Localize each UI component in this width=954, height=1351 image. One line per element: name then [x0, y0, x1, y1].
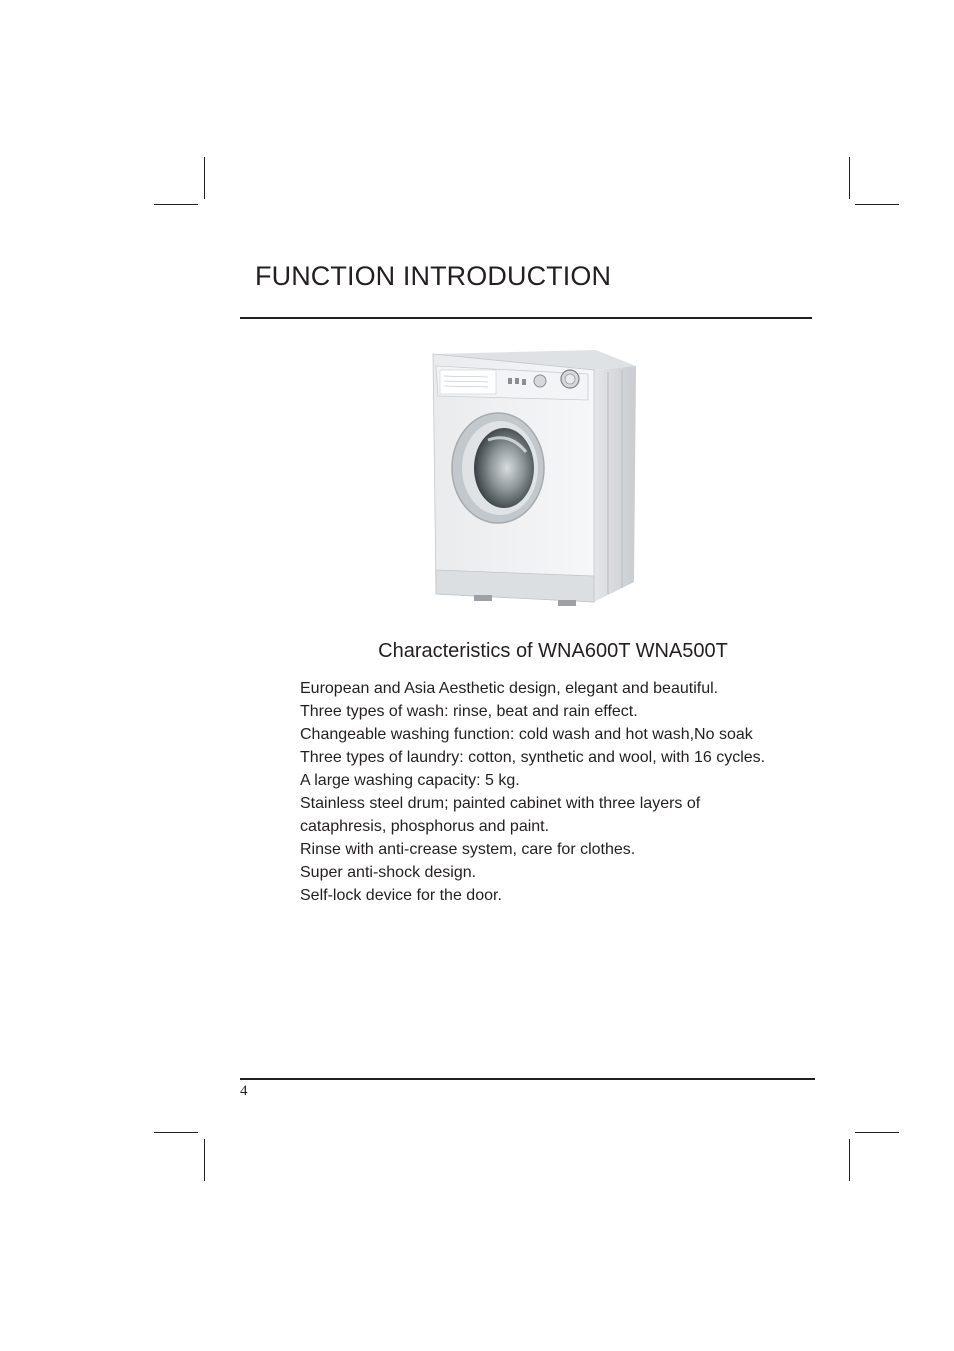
crop-mark-bottom-right-vertical [849, 1139, 850, 1181]
crop-mark-bottom-right-horizontal [855, 1132, 899, 1133]
list-item: European and Asia Aesthetic design, elegant and beautiful. [300, 680, 719, 697]
list-item: Stainless steel drum; painted cabinet with three layers of [300, 795, 701, 812]
section-subtitle: Characteristics of WNA600T WNA500T [378, 640, 728, 662]
list-item: Changeable washing function: cold wash and hot wash,No soak [300, 726, 753, 743]
crop-mark-bottom-left-horizontal [154, 1132, 198, 1133]
page-title: FUNCTION INTRODUCTION [255, 261, 612, 291]
list-item: Self-lock device for the door. [300, 887, 502, 904]
crop-mark-top-right-vertical [849, 157, 850, 199]
list-item: Rinse with anti-crease system, care for clothes. [300, 841, 636, 858]
list-item: cataphresis, phosphorus and paint. [300, 818, 550, 835]
washing-machine-photo [428, 344, 640, 608]
page-number: 4 [240, 1083, 248, 1099]
crop-mark-top-left-horizontal [154, 204, 198, 205]
feature-list [300, 677, 765, 907]
list-item: A large washing capacity: 5 kg. [300, 772, 520, 789]
crop-mark-bottom-left-vertical [204, 1139, 205, 1181]
list-item: Three types of wash: rinse, beat and rain effect. [300, 703, 638, 720]
list-item: Super anti-shock design. [300, 864, 477, 881]
crop-mark-top-left-vertical [204, 157, 205, 199]
title-rule [240, 317, 812, 319]
crop-mark-top-right-horizontal [855, 204, 899, 205]
footer-rule [240, 1078, 815, 1080]
list-item: Three types of laundry: cotton, synthetic and wool, with 16 cycles. [300, 749, 766, 766]
